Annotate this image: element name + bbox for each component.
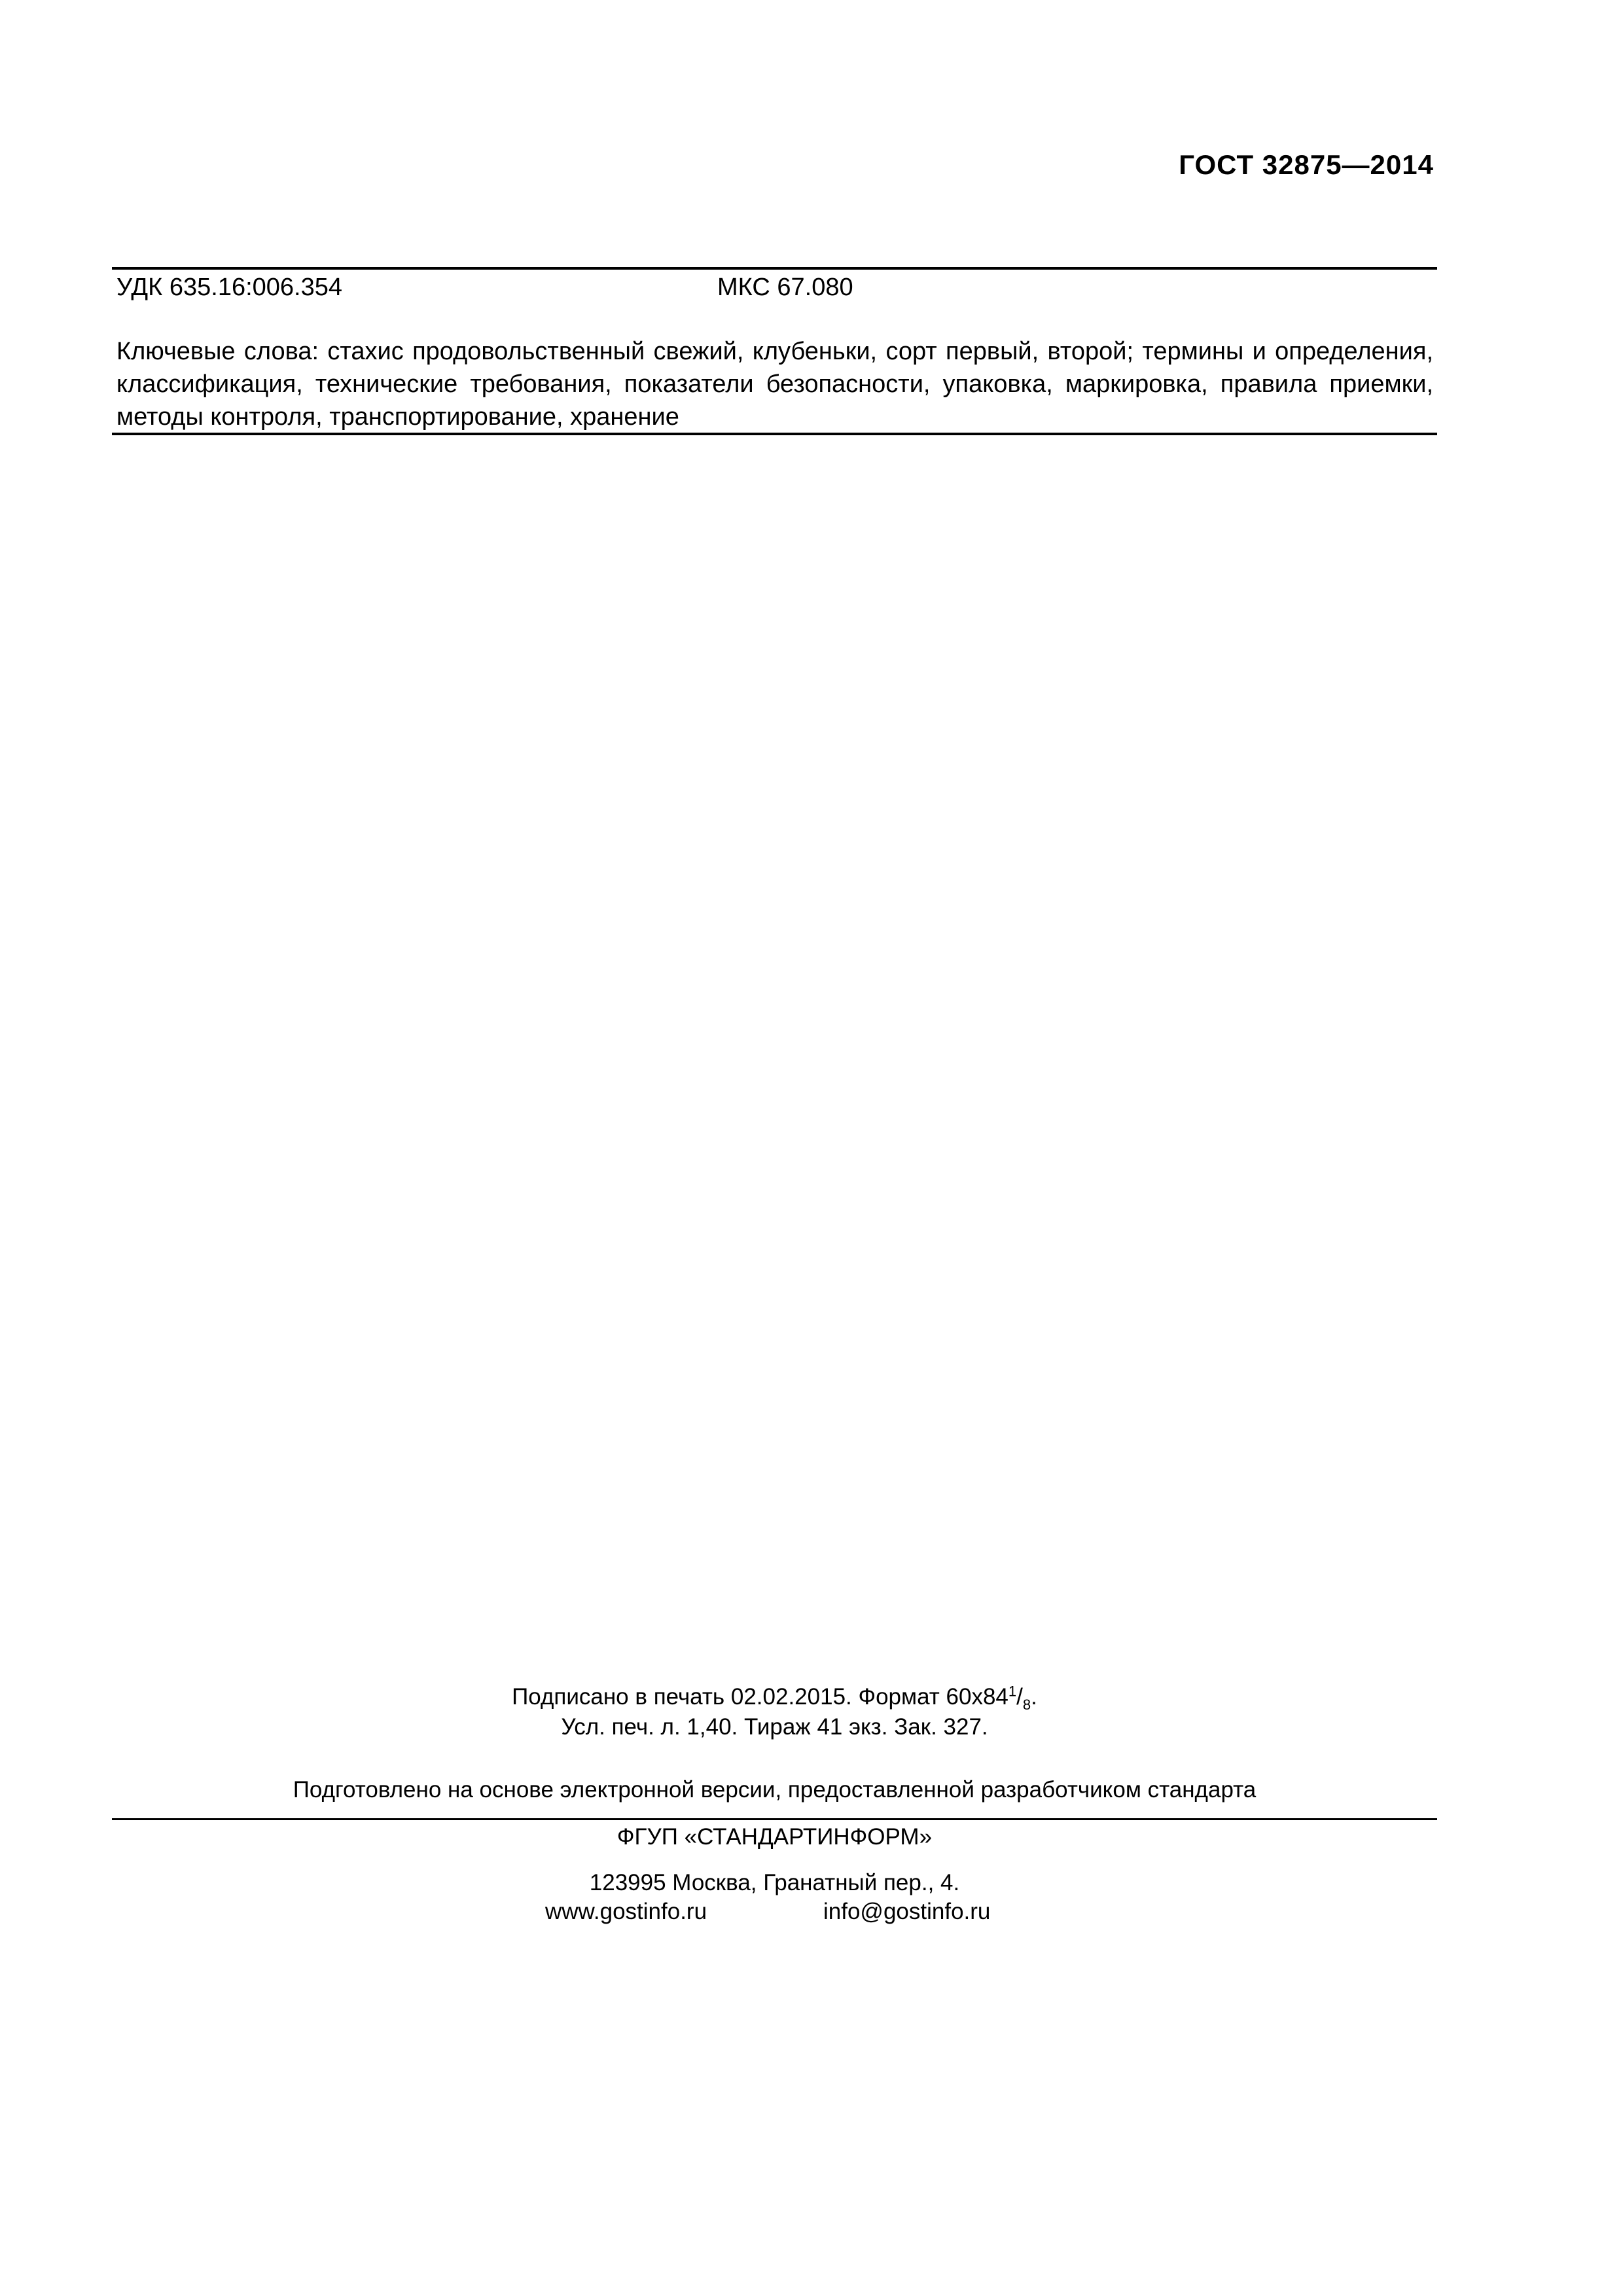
classification-row <box>116 274 1432 306</box>
print-info-line: Усл. печ. л. 1,40. Тираж 41 экз. Зак. 327. <box>561 1714 988 1740</box>
udk-code: УДК 635.16:006.354 <box>116 274 343 301</box>
format-numerator: 1 <box>1008 1683 1017 1700</box>
mks-code: МКС 67.080 <box>717 274 853 301</box>
publisher-divider <box>112 1818 1437 1820</box>
format-denominator: 8 <box>1022 1696 1031 1713</box>
keywords-divider <box>112 433 1437 435</box>
signed-text: Подписано в печать 02.02.2015. Формат 60х84 <box>512 1684 1008 1710</box>
contacts-row <box>112 1897 1437 1927</box>
publisher-name: ФГУП «СТАНДАРТИНФОРМ» <box>616 1824 933 1850</box>
document-code: ГОСТ 32875—2014 <box>1179 149 1434 180</box>
email-link[interactable]: info@gostinfo.ru <box>823 1899 991 1924</box>
website-link[interactable]: www.gostinfo.ru <box>545 1899 707 1924</box>
format-slash: / <box>1016 1684 1023 1710</box>
prepared-note: Подготовлено на основе электронной версии, предоставленной разработчиком стандарта <box>293 1777 1257 1803</box>
publisher-address: 123995 Москва, Гранатный пер., 4. <box>589 1870 960 1895</box>
keywords-paragraph: Ключевые слова: стахис продовольственный свежий, клубеньки, сорт первый, второй; термины и определения, классификация, технические требования, показатели безопасности, упаковка, маркировка, правила приемки, методы контроля, транспортирование, хранение <box>116 338 1433 431</box>
signed-for-print-line <box>112 1682 1437 1712</box>
format-end: . <box>1031 1684 1037 1710</box>
top-divider <box>112 267 1437 270</box>
